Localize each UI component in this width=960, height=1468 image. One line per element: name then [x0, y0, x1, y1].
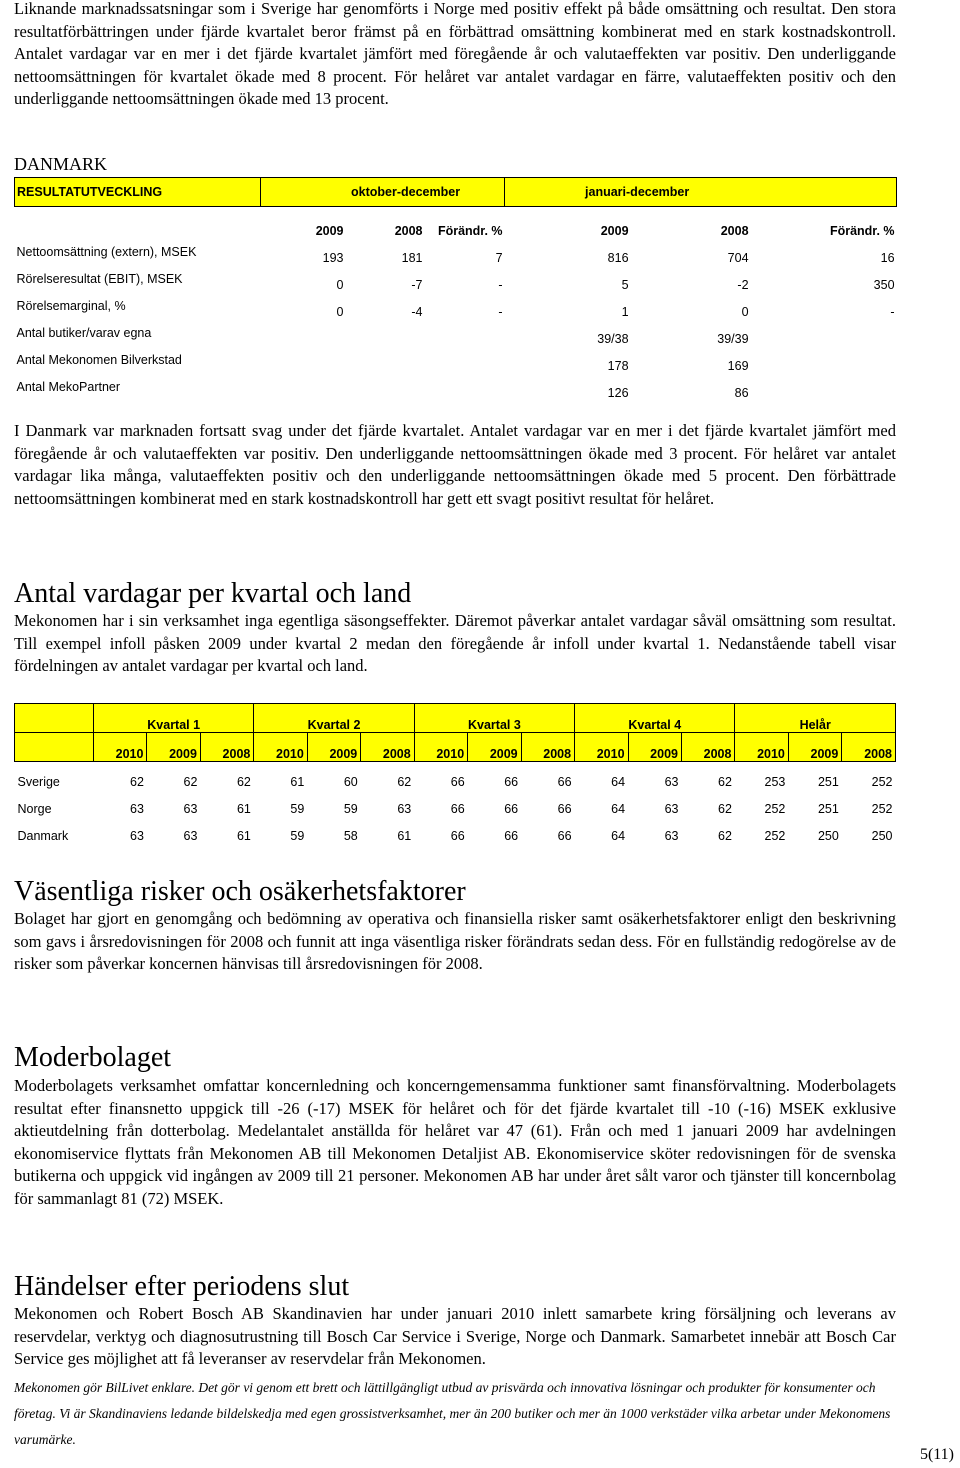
day-count: 62: [718, 775, 732, 789]
vardagar-heading: Antal vardagar per kvartal och land: [14, 578, 412, 609]
day-count: 64: [611, 829, 626, 843]
day-count: 59: [290, 829, 305, 843]
year-header: 2008: [361, 733, 414, 762]
row-value: [425, 373, 505, 400]
table-title: RESULTATUTVECKLING: [15, 178, 261, 207]
day-count: 62: [130, 775, 144, 789]
day-count: 66: [557, 775, 572, 789]
row-value: [425, 319, 505, 346]
day-count: 63: [183, 802, 198, 816]
day-count: 253: [764, 775, 786, 789]
day-count: 66: [450, 775, 465, 789]
row-value: [751, 319, 897, 346]
day-count: 62: [236, 775, 251, 789]
country-label: Danmark: [17, 829, 69, 843]
row-value: -7: [411, 278, 423, 292]
day-count: 59: [290, 802, 305, 816]
table-row: [15, 292, 897, 319]
row-value: 169: [727, 359, 749, 373]
day-count: 66: [504, 775, 519, 789]
moderbolaget-heading: Moderbolaget: [14, 1042, 172, 1073]
moderbolaget-paragraph: Moderbolagets verksamhet omfattar koncernledning och koncerngemensamma funktioner samt finansförvaltning. Moderbolagets resultat efter finansnetto uppgick till -26 (-17) MSEK för helåret och för det fjärde kvartalet till -10 (-16) MSEK exklusive aktieutdelning från dotterbolag. Medelantalet anställda för helåret var 47 (61). Från och med 1 januari 2009 har avdelningen ekonomiservice flyttats från Mekonomen AB till Mekonomen Detaljist AB. Ekonomiservice sköter redovisningen för de svenska butikerna och uppgick vid ingången av 2009 till 21 personer. Mekonomen AB har under året sålt varor och tjänster till koncernbolag för sammanlagt 81 (72) MSEK.: [14, 1076, 896, 1208]
day-count: 61: [397, 829, 412, 843]
row-label: Nettoomsättning (extern), MSEK: [16, 244, 197, 259]
row-value: -4: [411, 305, 423, 319]
table-row: [15, 762, 896, 790]
row-label: Antal MekoPartner: [16, 379, 121, 394]
row-label: Rörelseresultat (EBIT), MSEK: [16, 271, 183, 286]
table-row: [15, 238, 897, 265]
subheader: Förändr. %: [829, 224, 895, 238]
day-count: 63: [397, 802, 412, 816]
day-count: 62: [718, 802, 732, 816]
quarter-header: Kvartal 3: [414, 704, 574, 733]
row-value: [261, 346, 346, 373]
day-count: 62: [397, 775, 412, 789]
day-count: 250: [871, 829, 893, 843]
year-header: 2008: [200, 733, 253, 762]
row-value: [261, 373, 346, 400]
table-row: [15, 265, 897, 292]
country-label: Norge: [17, 802, 52, 816]
subheader: 2008: [394, 224, 423, 238]
row-label: Rörelsemarginal, %: [16, 298, 126, 313]
year-header: 2010: [254, 733, 307, 762]
danmark-result-table: [14, 177, 897, 400]
day-count: 62: [183, 775, 198, 789]
row-value: 39/39: [717, 332, 749, 346]
quarter-header: Kvartal 4: [575, 704, 735, 733]
subheader: 2008: [720, 224, 749, 238]
day-count: 66: [450, 802, 465, 816]
row-value: 1: [621, 305, 629, 319]
row-value: -: [890, 305, 895, 319]
day-count: 62: [718, 829, 732, 843]
row-value: [751, 373, 897, 400]
table-row: [15, 373, 897, 400]
row-value: [346, 346, 425, 373]
subheader: Förändr. %: [437, 224, 503, 238]
intro-paragraph: Liknande marknadssatsningar som i Sverige har genomförts i Norge med positiv effekt på både omsättning och resultat. Den stora resultatförbättringen under fjärde kvartalet beror främst på en förbättrad omsättning kombinerat med en stark kostnadskontroll. Antalet vardagar var en mer i det fjärde kvartalet jämfört med föregående år och valutaeffekten var positiv. Den underliggande nettoomsättningen för kvartalet ökade med 8 procent. För helåret var antalet vardagar en färre, valutaeffekten positiv och den underliggande nettoomsättningen ökade med 13 procent.: [14, 0, 896, 108]
risker-heading: Väsentliga risker och osäkerhetsfaktorer: [14, 876, 466, 907]
row-value: 816: [607, 251, 629, 265]
day-count: 61: [236, 802, 251, 816]
year-header: 2010: [735, 733, 788, 762]
day-count: 63: [664, 775, 679, 789]
row-value: 350: [873, 278, 895, 292]
table-row: [15, 789, 896, 816]
year-header: 2009: [468, 733, 521, 762]
day-count: 63: [183, 829, 198, 843]
row-value: 0: [336, 278, 344, 292]
risker-paragraph: Bolaget har gjort en genomgång och bedömning av operativa och finansiella risker samt osäkerhetsfaktorer enligt den beskrivning som gavs i årsredovisningen för 2008 och funnit att inga väsentliga risker förändrats sedan dess. För en fullständig redogörelse av de risker som påverkar koncernen hänvisas till årsredovisningen för 2008.: [14, 909, 896, 973]
country-label: Sverige: [17, 775, 60, 789]
handelser-paragraph: Mekonomen och Robert Bosch AB Skandinavien har under januari 2010 inlett samarbete kring försäljning och leverans av reservdelar, verktyg och diagnosutrustning till Bosch Car Service i Sverige, Norge och Danmark. Samarbetet innebär att Bosch Car Service ges möjlighet att få leveranser av reservdelar från Mekonomen.: [14, 1304, 896, 1368]
day-count: 61: [290, 775, 305, 789]
row-label: Antal Mekonomen Bilverkstad: [16, 352, 182, 367]
row-value: 7: [495, 251, 503, 265]
day-count: 251: [817, 802, 839, 816]
subheader: 2009: [600, 224, 629, 238]
day-count: 63: [130, 802, 144, 816]
period-jan-dec: januari-december: [505, 178, 897, 207]
row-value: [346, 319, 425, 346]
day-count: 252: [871, 775, 893, 789]
day-count: 66: [504, 829, 519, 843]
footer-text: Mekonomen gör BilLivet enklare. Det gör vi genom ett brett och lättillgängligt utbud av prisvärda och innovativa lösningar och produkter för konsumenter och företag. Vi är Skandinaviens ledande bildelskedja med egen grossistverksamhet, mer än 200 butiker och mer än 1000 verkstäder vilka arbetar under Mekonomens varumärke.: [14, 1380, 891, 1447]
row-value: [261, 319, 346, 346]
year-header: 2008: [521, 733, 574, 762]
year-header: 2009: [628, 733, 681, 762]
day-count: 66: [504, 802, 519, 816]
row-value: 0: [336, 305, 344, 319]
day-count: 60: [343, 775, 358, 789]
row-value: -2: [737, 278, 749, 292]
empty-header-cell: [15, 704, 94, 733]
page-number: 5(11): [919, 1446, 954, 1463]
quarter-header: Kvartal 1: [94, 704, 254, 733]
danmark-paragraph: I Danmark var marknaden fortsatt svag under det fjärde kvartalet. Antalet vardagar var en mer i det fjärde kvartalet jämfört med föregående år och valutaeffekten var positiv. Den underliggande nettoomsättningen ökade med 3 procent. För helåret var antalet vardagar lika många, valutaeffekten positiv och den underliggande nettoomsättningen ökade med 5 procent. Den förbättrade nettoomsättningen kombinerat med en stark kostnadskontroll har gett ett svagt positivt resultat för helåret.: [14, 421, 896, 508]
row-value: 16: [880, 251, 895, 265]
danmark-heading: DANMARK: [14, 154, 108, 174]
table-row: [15, 816, 896, 843]
vardagar-table: [14, 703, 896, 843]
day-count: 252: [764, 802, 786, 816]
day-count: 66: [557, 829, 572, 843]
row-value: 126: [607, 386, 629, 400]
row-value: 39/38: [597, 332, 629, 346]
row-value: [425, 346, 505, 373]
year-header: 2009: [788, 733, 841, 762]
table-row: [15, 319, 897, 346]
year-header: 2010: [575, 733, 628, 762]
row-value: -: [498, 278, 503, 292]
day-count: 61: [236, 829, 251, 843]
table-row: [15, 346, 897, 373]
day-count: 58: [343, 829, 358, 843]
quarter-header: Kvartal 2: [254, 704, 414, 733]
row-value: 193: [322, 251, 344, 265]
day-count: 63: [664, 802, 679, 816]
row-value: [751, 346, 897, 373]
year-header: 2008: [842, 733, 896, 762]
row-value: 181: [401, 251, 423, 265]
day-count: 252: [764, 829, 786, 843]
empty-header-cell: [15, 733, 94, 762]
day-count: 63: [664, 829, 679, 843]
vardagar-paragraph: Mekonomen har i sin verksamhet inga egentliga säsongseffekter. Däremot påverkar antalet vardagar såväl omsättning som resultat. Till exempel infoll påsken 2009 under kvartal 2 medan den föregående år infoll under kvartal 1. Nedanstående tabell visar fördelningen av antalet vardagar per kvartal och land.: [14, 611, 896, 675]
day-count: 63: [130, 829, 144, 843]
row-value: 704: [727, 251, 749, 265]
row-value: 0: [741, 305, 749, 319]
row-value: 178: [607, 359, 629, 373]
day-count: 250: [817, 829, 839, 843]
year-header: 2009: [147, 733, 200, 762]
year-header: 2010: [94, 733, 147, 762]
row-label: Antal butiker/varav egna: [16, 325, 152, 340]
day-count: 251: [817, 775, 839, 789]
day-count: 66: [450, 829, 465, 843]
row-value: -: [498, 305, 503, 319]
day-count: 252: [871, 802, 893, 816]
handelser-heading: Händelser efter periodens slut: [14, 1271, 350, 1302]
row-value: [346, 373, 425, 400]
row-value: 86: [734, 386, 749, 400]
day-count: 64: [611, 775, 626, 789]
day-count: 66: [557, 802, 572, 816]
day-count: 64: [611, 802, 626, 816]
year-header: 2008: [681, 733, 734, 762]
year-header: 2010: [414, 733, 467, 762]
year-header: 2009: [307, 733, 360, 762]
period-oct-dec: oktober-december: [261, 178, 505, 207]
day-count: 59: [343, 802, 358, 816]
row-value: 5: [621, 278, 629, 292]
subheader: 2009: [315, 224, 344, 238]
quarter-header: Helår: [735, 704, 896, 733]
